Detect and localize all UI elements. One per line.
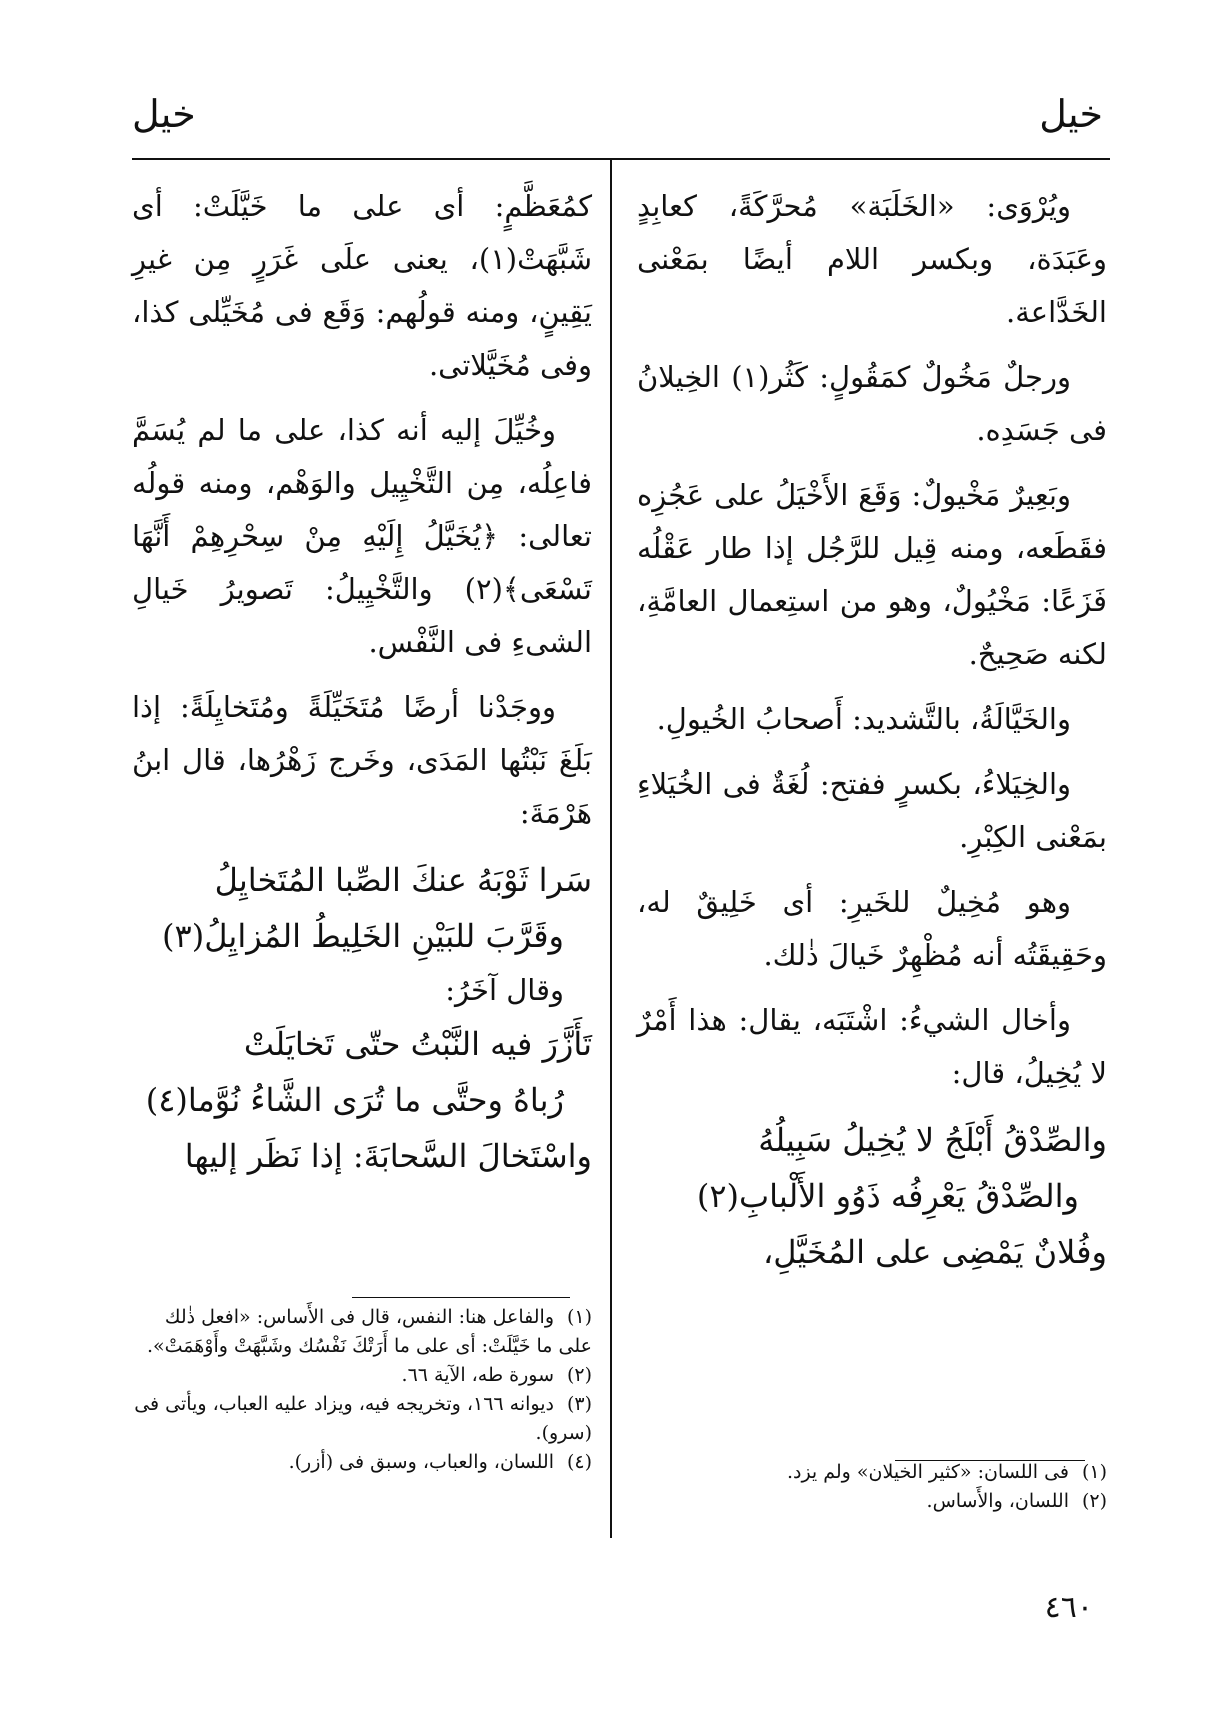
footnotes-right bbox=[637, 1458, 1107, 1516]
verse-line: رُباهُ وحتَّى ما تُرَى الشَّاءُ نُوَّما(٤) bbox=[145, 1081, 564, 1119]
footnote-number: (٢) bbox=[566, 1364, 592, 1386]
paragraph: وهو مُخِيلٌ للخَيرِ: أى خَلِيقٌ له، وحَقِيقَتُه أنه مُظْهِرٌ خَيالَ ذٰلك. bbox=[637, 885, 1107, 972]
footnote-number: (١) bbox=[1081, 1461, 1107, 1483]
footnote-text: اللسان، والأَساس. bbox=[926, 1490, 1069, 1512]
footnote-rule-left bbox=[352, 1297, 570, 1298]
footnote bbox=[132, 1448, 592, 1477]
paragraph: وأخال الشيءُ: اشْتَبَه، يقال: هذا أَمْرٌ لا يُخِيلُ، قال: bbox=[637, 1003, 1107, 1090]
paragraph: والخِيَلاءُ، بكسرٍ ففتح: لُغَةٌ فى الخُيَلاءِ بمَعْنى الكِبْرِ. bbox=[637, 767, 1107, 854]
closing-line: وفُلانٌ يَمْضِى على المُخَيَّلِ، bbox=[762, 1233, 1107, 1271]
running-head-left: خيل bbox=[132, 92, 196, 136]
footnote-text: ديوانه ١٦٦، وتخريجه فيه، ويزاد عليه العباب، ويأتى فى (سرو). bbox=[134, 1393, 592, 1444]
column-divider bbox=[610, 160, 612, 1538]
footnotes-left bbox=[132, 1303, 592, 1477]
verse-line: والصِّدْقُ أَبْلَجُ لا يُخِيلُ سَبِيلُهُ bbox=[758, 1121, 1107, 1159]
verse-line: تَأَزَّرَ فيه النَّبْتُ حتّى تَخايَلَتْ bbox=[243, 1025, 592, 1063]
page-number: ٤٦٠ bbox=[1044, 1590, 1093, 1625]
footnote-number: (٤) bbox=[566, 1451, 592, 1473]
right-column bbox=[637, 180, 1107, 1280]
footnote-number: (٣) bbox=[566, 1393, 592, 1415]
footnote bbox=[132, 1361, 592, 1390]
footnote-text: سورة طه، الآية ٦٦. bbox=[401, 1364, 554, 1386]
running-head-right: خيل bbox=[1039, 92, 1103, 136]
verse-line: وقَرَّبَ للبَيْنِ الخَلِيطُ المُزايِلُ(٣) bbox=[162, 917, 564, 955]
verse-intro: وقال آخَرُ: bbox=[445, 973, 564, 1007]
footnote-number: (٢) bbox=[1081, 1490, 1107, 1512]
paragraph: والخَيَّالَةُ، بالتَّشديد: أَصحابُ الخُيولِ. bbox=[656, 702, 1071, 736]
paragraph: ورجلٌ مَخُولٌ كمَقُولٍ: كَثُر(١) الخِيلانُ فى جَسَدِه. bbox=[637, 360, 1107, 447]
footnote bbox=[637, 1487, 1107, 1516]
paragraph: كمُعَظَّمٍ: أى على ما خَيَّلَتْ: أى شَبَّهَتْ(١)، يعنى علَى غَرَرٍ مِن غيرِ يَقِينٍ، ومنه قولُهم: وَقَع فى مُخَيِّلى كذا، وفى مُخَيَّلاتى. bbox=[132, 189, 592, 382]
footnote-text: اللسان، والعباب، وسبق فى (أزر). bbox=[288, 1451, 554, 1473]
footnote bbox=[132, 1390, 592, 1448]
left-column bbox=[132, 180, 592, 1184]
footnote-text: والفاعل هنا: النفس، قال فى الأَساس: «افعل ذٰلك على ما خَيَّلَتْ: أى على ما أَرَتْكَ نَفْسُك وشَبَّهَتْ وأَوْهَمَتْ». bbox=[146, 1306, 592, 1357]
closing-line: واسْتَخالَ السَّحابَةَ: إذا نَظَر إليها bbox=[184, 1137, 592, 1175]
paragraph: وخُيِّلَ إليه أنه كذا، على ما لم يُسَمَّ فاعِلُه، مِن التَّخْيِيل والوَهْم، ومنه قولُه تعالى: ﴿يُخَيَّلُ إِلَيْهِ مِنْ سِحْرِهِمْ أَنَّهَا تَسْعَى﴾(٢) والتَّخْيِيلُ: تَصويرُ خَيالِ الشىءِ فى النَّفْس. bbox=[132, 413, 592, 659]
paragraph: ويُرْوَى: «الخَلَبَة» مُحرَّكَةً، كعابِدٍ وعَبَدَة، وبكسر اللام أيضًا بمَعْنى الخَدَّاعة. bbox=[637, 189, 1107, 329]
footnote bbox=[637, 1458, 1107, 1487]
footnote-text: فى اللسان: «كثير الخيلان» ولم يزد. bbox=[786, 1461, 1069, 1483]
verse-line: سَرا ثَوْبَهُ عنكَ الصِّبا المُتَخايِلُ bbox=[214, 861, 592, 899]
paragraph: وبَعِيرٌ مَخْيولٌ: وَقَعَ الأَخْيَلُ على عَجُزِه فقَطَعه، ومنه قِيل للرَّجُل إذا طار عَقْلُه فَزَعًا: مَخْيُولٌ، وهو من استِعمال العامَّةِ، لكنه صَحِيحٌ. bbox=[637, 478, 1107, 671]
footnote bbox=[132, 1303, 592, 1361]
footnote-number: (١) bbox=[566, 1306, 592, 1328]
paragraph: ووجَدْنا أرضًا مُتَخَيِّلَةً ومُتَخايِلَةً: إذا بَلَغَ نَبْتُها المَدَى، وخَرج زَهْرُها، قال ابنُ هَرْمَةَ: bbox=[132, 690, 592, 830]
verse-line: والصِّدْقُ يَعْرِفُه ذَوُو الأَلْبابِ(٢) bbox=[696, 1177, 1079, 1215]
header-rule bbox=[132, 158, 1110, 160]
